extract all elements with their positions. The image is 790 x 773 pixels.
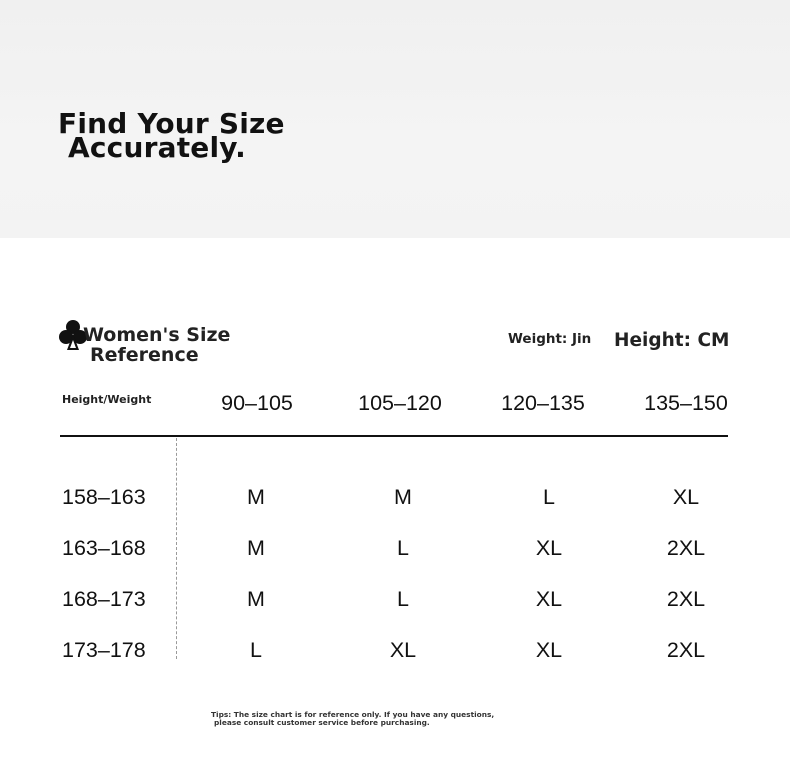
size-reference-header [58, 318, 738, 368]
reference-title-line2: Reference [90, 344, 199, 366]
hero-title-line2: Accurately. [68, 131, 246, 164]
size-cell: 2XL [666, 536, 706, 560]
size-cell: XL [535, 587, 563, 611]
height-unit-label: Height: CM [614, 330, 730, 351]
column-header: 90–105 [221, 391, 293, 415]
size-cell: XL [672, 485, 700, 509]
size-cell: XL [535, 638, 563, 662]
size-cell: L [397, 587, 409, 611]
size-cell: 2XL [666, 587, 706, 611]
column-header: 120–135 [501, 391, 585, 415]
weight-unit-label: Weight: Jin [508, 331, 592, 347]
hero-banner [0, 0, 790, 238]
size-cell: M [247, 485, 265, 509]
corner-label: Height/Weight [62, 393, 152, 406]
row-label: 168–173 [62, 587, 146, 611]
size-cell: XL [535, 536, 563, 560]
size-cell: L [543, 485, 555, 509]
column-divider [176, 438, 177, 659]
tips-line1: Tips: The size chart is for reference only. If you have any questions, [211, 710, 495, 719]
size-cell: M [247, 536, 265, 560]
hero-title-line1: Find Your Size [58, 107, 285, 140]
row-label: 158–163 [62, 485, 146, 509]
tips-note [211, 711, 494, 727]
column-header: 105–120 [358, 391, 442, 415]
size-cell: M [247, 587, 265, 611]
size-cell: M [394, 485, 412, 509]
size-cell: XL [389, 638, 417, 662]
hero-title [58, 107, 285, 164]
header-rule [60, 435, 728, 437]
row-label: 163–168 [62, 536, 146, 560]
column-header: 135–150 [644, 391, 728, 415]
reference-title [83, 325, 230, 365]
row-label: 173–178 [62, 638, 146, 662]
size-cell: 2XL [666, 638, 706, 662]
reference-title-line1: Women's Size [83, 324, 231, 346]
tips-line2: please consult customer service before purchasing. [214, 718, 430, 727]
size-cell: L [397, 536, 409, 560]
size-cell: L [250, 638, 262, 662]
